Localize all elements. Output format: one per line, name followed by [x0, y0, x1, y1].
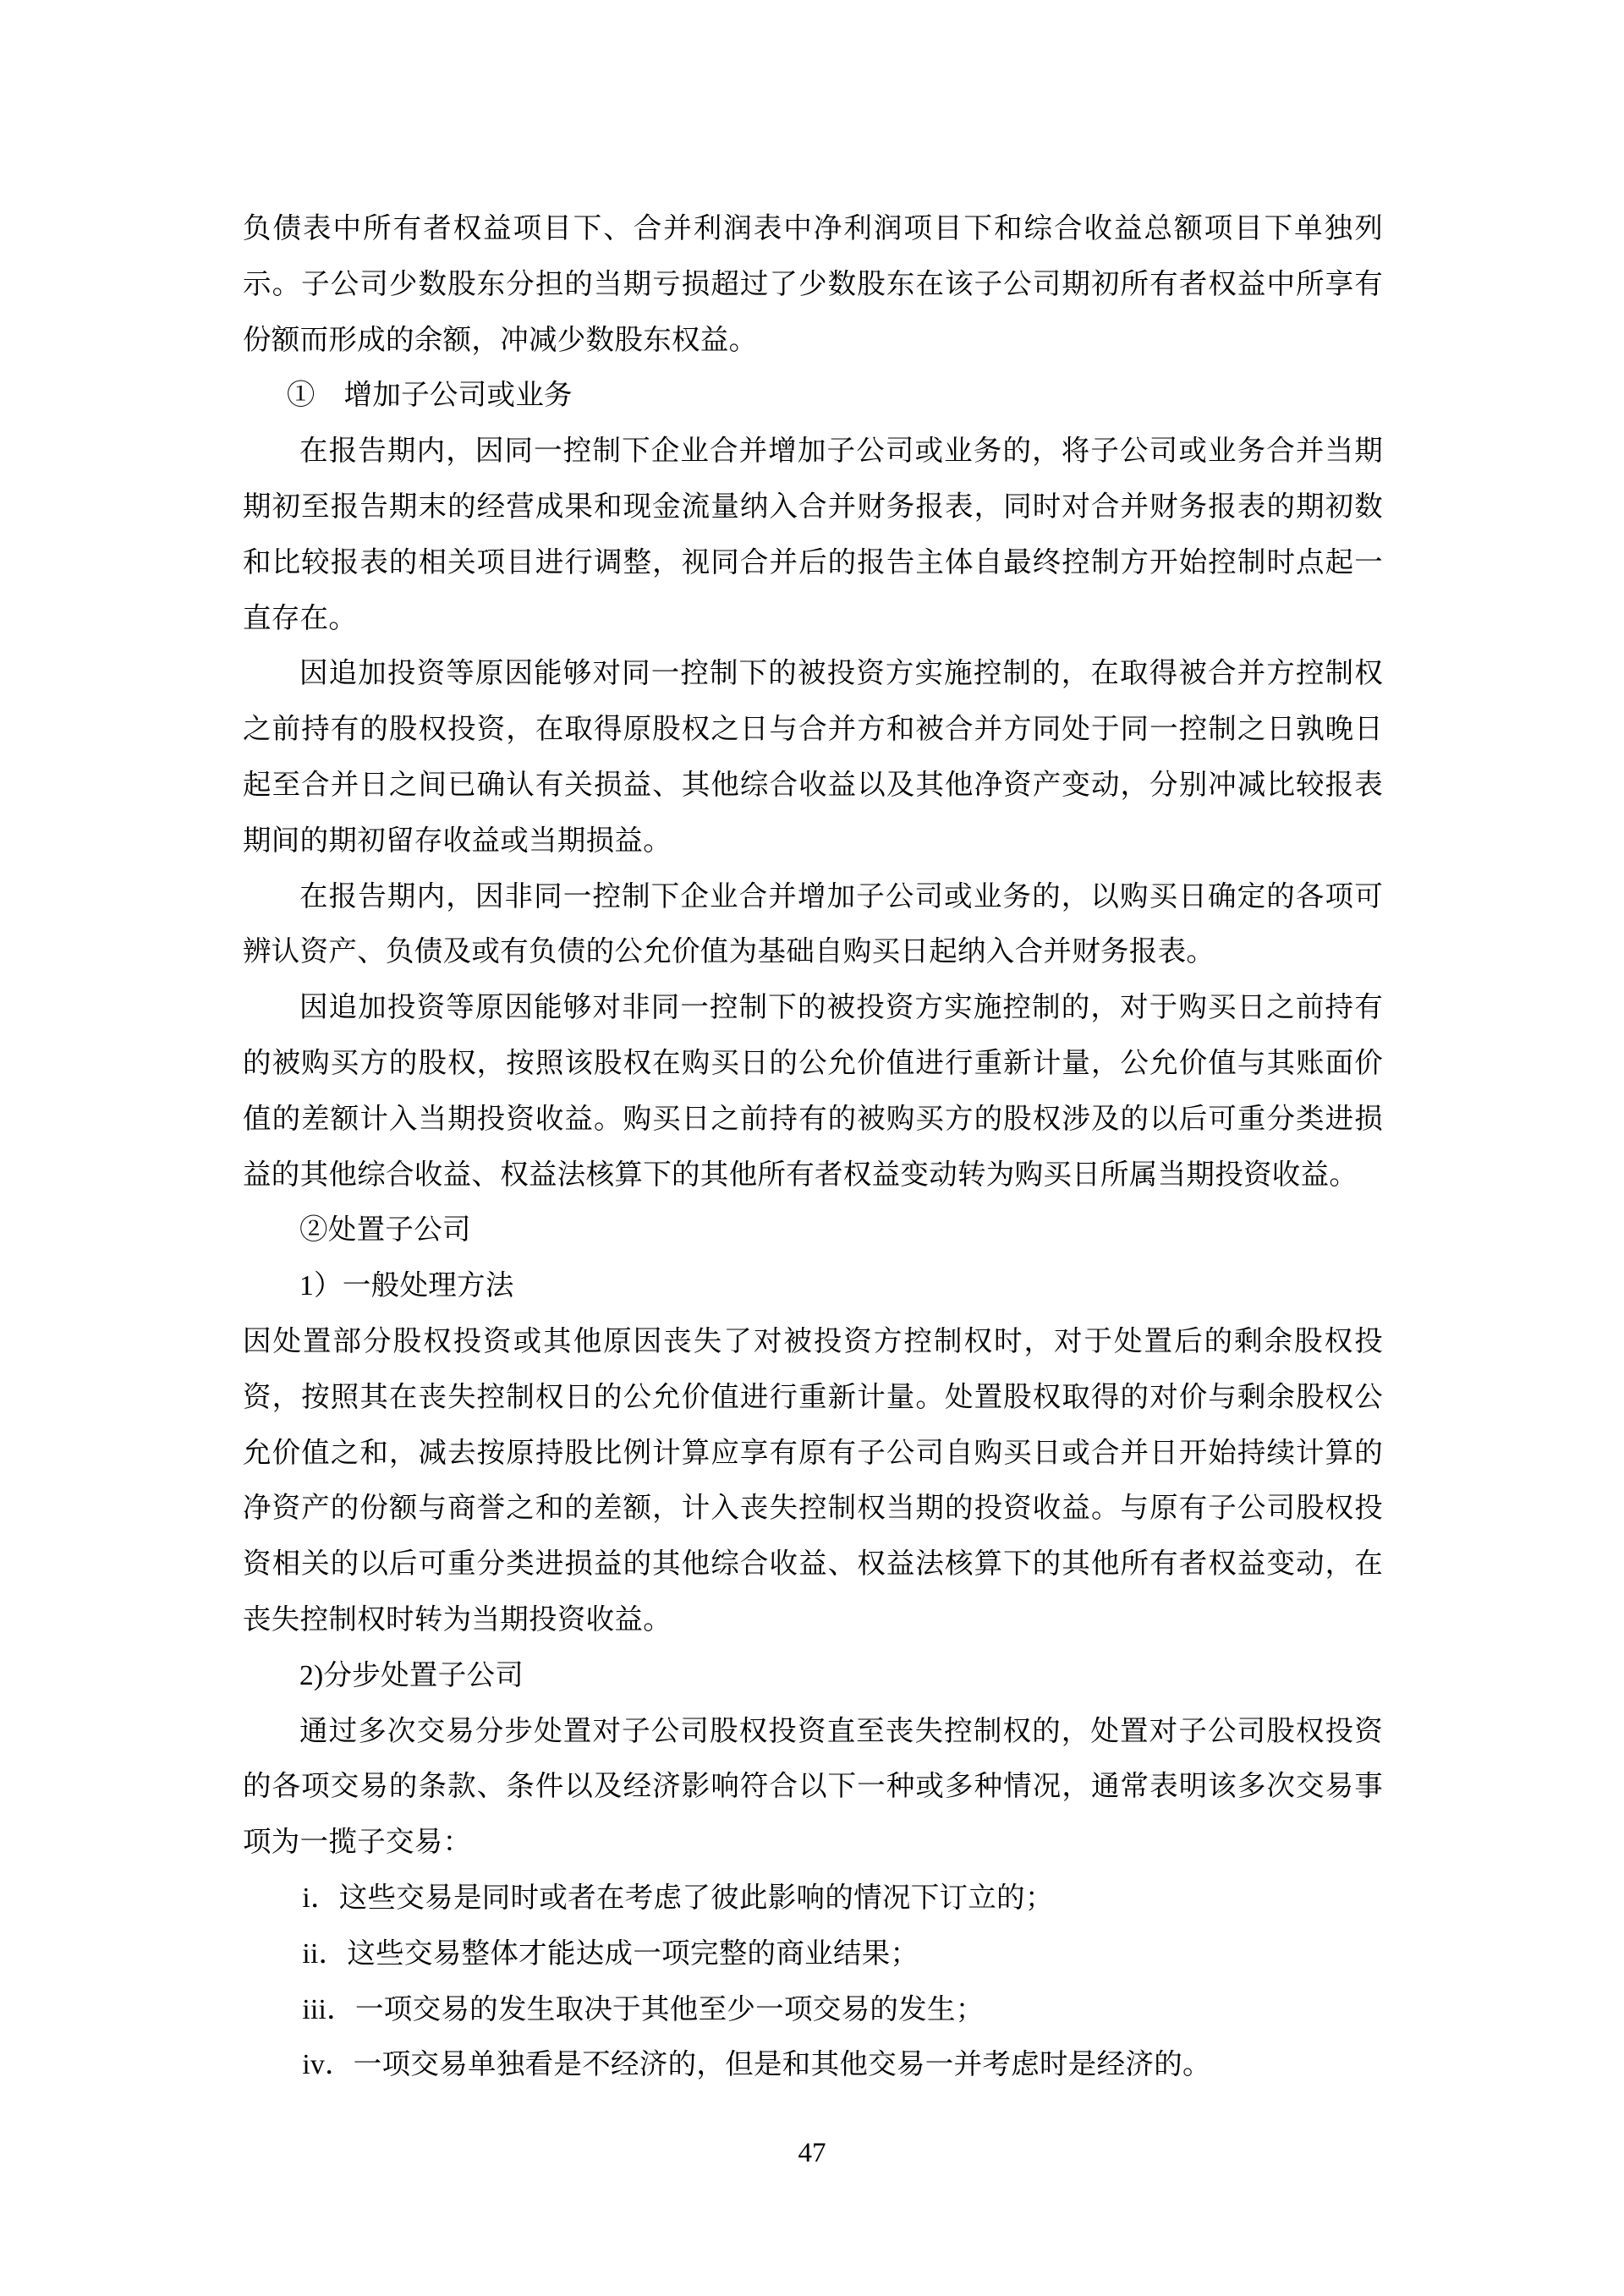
body-paragraph-additional-investment-non-same-control: 因追加投资等原因能够对非同一控制下的被投资方实施控制的，对于购买日之前持有的被购买方的股权，按照该股权在购买日的公允价值进行重新计量，公允价值与其账面价值的差额计入当期投资收益。购买日之前持有的被购买方的股权涉及的以后可重分类进损益的其他综合收益、权益法核算下的其他所有者权益变动转为购买日所属当期投资收益。 — [243, 992, 1383, 1191]
heading-stepwise-disposal: 2)分步处置子公司 — [299, 1659, 524, 1691]
list-item-ii: ii．这些交易整体才能达成一项完整的商业结果； — [302, 1937, 919, 1970]
heading-dispose-subsidiary: ②处置子公司 — [299, 1214, 471, 1247]
list-item-iii: iii．一项交易的发生取决于其他至少一项交易的发生； — [302, 1993, 985, 2025]
body-paragraph-non-same-control-merger: 在报告期内，因非同一控制下企业合并增加子公司或业务的，以购买日确定的各项可辨认资产、负债及或有负债的公允价值为基础自购买日起纳入合并财务报表。 — [243, 880, 1383, 968]
body-paragraph-loss-of-control: 因处置部分股权投资或其他原因丧失了对被投资方控制权时，对于处置后的剩余股权投资，按照其在丧失控制权日的公允价值进行重新计量。处置股权取得的对价与剩余股权公允价值之和，减去按原持股比例计算应享有原有子公司自购买日或合并日开始持续计算的净资产的份额与商誉之和的差额，计入丧失控制权当期的投资收益。与原有子公司股权投资相关的以后可重分类进损益的其他综合收益、权益法核算下的其他所有者权益变动，在丧失控制权时转为当期投资收益。 — [243, 1325, 1383, 1636]
list-item-i: i．这些交易是同时或者在考虑了彼此影响的情况下订立的； — [302, 1882, 1054, 1914]
body-paragraph-minority-interest: 负债表中所有者权益项目下、合并利润表中净利润项目下和综合收益总额项目下单独列示。子公司少数股东分担的当期亏损超过了少数股东在该子公司期初所有者权益中所享有份额而形成的余额，冲减少数股东权益。 — [243, 213, 1383, 356]
body-paragraph-additional-investment-same-control: 因追加投资等原因能够对同一控制下的被投资方实施控制的，在取得被合并方控制权之前持有的股权投资，在取得原股权之日与合并方和被合并方同处于同一控制之日孰晚日起至合并日之间已确认有关损益、其他综合收益以及其他净资产变动，分别冲减比较报表期间的期初留存收益或当期损益。 — [243, 658, 1383, 857]
heading-add-subsidiary-or-business: ① 增加子公司或业务 — [286, 380, 573, 412]
document-body — [243, 201, 1383, 2093]
page-number: 47 — [798, 2138, 826, 2168]
heading-general-treatment-method: 1）一般处理方法 — [299, 1270, 514, 1302]
body-paragraph-same-control-merger: 在报告期内，因同一控制下企业合并增加子公司或业务的，将子公司或业务合并当期期初至报告期末的经营成果和现金流量纳入合并财务报表，同时对合并财务报表的期初数和比较报表的相关项目进行调整，视同合并后的报告主体自最终控制方开始控制时点起一直存在。 — [243, 436, 1383, 634]
list-item-iv: iv．一项交易单独看是不经济的，但是和其他交易一并考虑时是经济的。 — [302, 2049, 1211, 2081]
body-paragraph-multiple-transactions: 通过多次交易分步处置对子公司股权投资直至丧失控制权的，处置对子公司股权投资的各项交易的条款、条件以及经济影响符合以下一种或多种情况，通常表明该多次交易事项为一揽子交易： — [243, 1715, 1383, 1859]
